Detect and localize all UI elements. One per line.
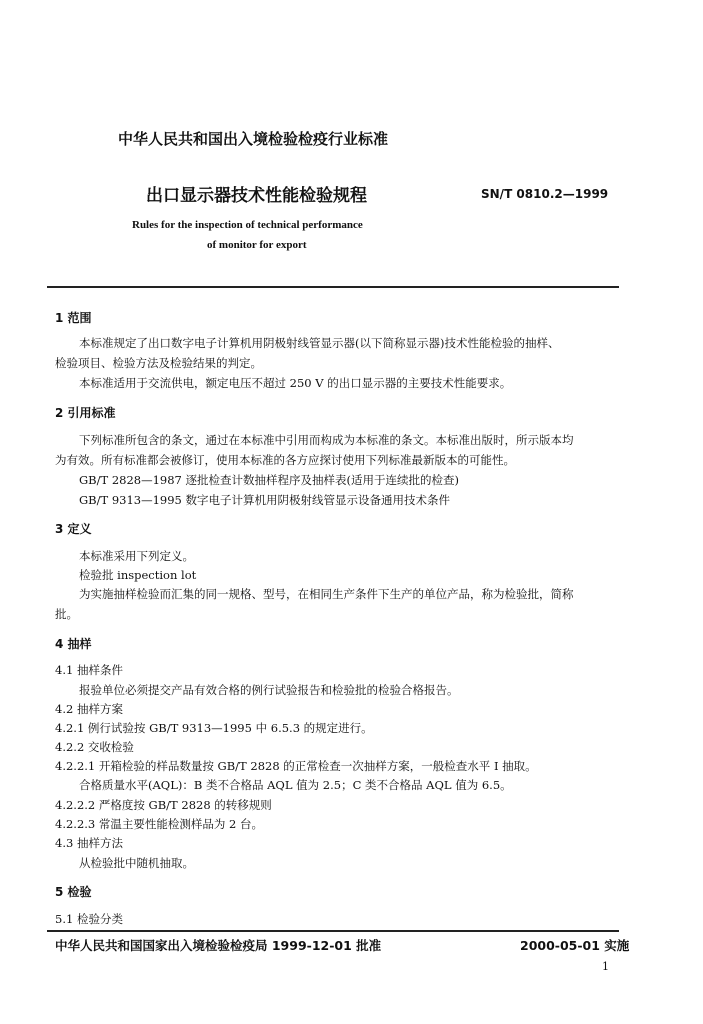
- clause-4-1: 4.1 抽样条件: [55, 663, 123, 677]
- section-1-para-2: 本标准适用于交流供电，额定电压不超过 250 V 的出口显示器的主要技术性能要求。: [79, 376, 512, 390]
- section-2-para-1b: 为有效。所有标准都会被修订，使用本标准的各方应探讨使用下列标准最新版本的可能性。: [55, 453, 515, 467]
- reference-gb9313: GB/T 9313—1995 数字电子计算机用阴极射线管显示设备通用技术条件: [79, 493, 451, 507]
- clause-4-3-text: 从检验批中随机抽取。: [79, 856, 194, 870]
- english-title-line-1: Rules for the inspection of technical performance: [132, 219, 363, 231]
- clause-4-2: 4.2 抽样方案: [55, 702, 123, 716]
- header-rule: [47, 286, 619, 288]
- section-3-para-1: 本标准采用下列定义。: [79, 549, 194, 563]
- section-3-heading: 3 定义: [55, 522, 92, 536]
- section-5-heading: 5 检验: [55, 885, 92, 899]
- clause-4-2-2-2: 4.2.2.2 严格度按 GB/T 2828 的转移规则: [55, 798, 272, 812]
- approval-note: 中华人民共和国国家出入境检验检疫局 1999-12-01 批准: [55, 938, 382, 953]
- clause-4-1-text: 报验单位必须提交产品有效合格的例行试验报告和检验批的检验合格报告。: [79, 683, 459, 697]
- reference-gb2828: GB/T 2828—1987 逐批检查计数抽样程序及抽样表(适用于连续批的检查): [79, 473, 459, 487]
- document-title: 出口显示器技术性能检验规程: [146, 186, 367, 206]
- footer-rule: [47, 930, 619, 932]
- issuing-organization: 中华人民共和国出入境检验检疫行业标准: [118, 130, 389, 148]
- section-1-heading: 1 范围: [55, 311, 92, 325]
- english-title-line-2: of monitor for export: [207, 239, 307, 251]
- clause-4-3: 4.3 抽样方法: [55, 836, 123, 850]
- clause-4-2-2: 4.2.2 交收检验: [55, 740, 134, 754]
- section-4-heading: 4 抽样: [55, 637, 92, 651]
- clause-4-2-2-3: 4.2.2.3 常温主要性能检测样品为 2 台。: [55, 817, 264, 831]
- section-1-para-1b: 检验项目、检验方法及检验结果的判定。: [55, 356, 262, 370]
- page-number: 1: [602, 960, 609, 973]
- section-2-heading: 2 引用标准: [55, 406, 116, 420]
- clause-4-2-1: 4.2.1 例行试验按 GB/T 9313—1995 中 6.5.3 的规定进行。: [55, 721, 373, 735]
- clause-4-2-2-1-text: 合格质量水平(AQL)：B 类不合格品 AQL 值为 2.5；C 类不合格品 AQL 值为 6.5。: [79, 778, 512, 792]
- term-inspection-lot: 检验批 inspection lot: [79, 568, 197, 582]
- definition-line-b: 批。: [55, 607, 78, 621]
- clause-4-2-2-1: 4.2.2.1 开箱检验的样品数量按 GB/T 2828 的正常检查一次抽样方案，一般检查水平 I 抽取。: [55, 759, 537, 773]
- standard-code: SN/T 0810.2—1999: [481, 187, 609, 201]
- definition-line-a: 为实施抽样检验而汇集的同一规格、型号，在相同生产条件下生产的单位产品，称为检验批，简称: [79, 587, 574, 601]
- effective-date: 2000-05-01 实施: [520, 938, 630, 953]
- section-1-para-1a: 本标准规定了出口数字电子计算机用阴极射线管显示器(以下简称显示器)技术性能检验的抽样、: [79, 336, 560, 350]
- section-2-para-1a: 下列标准所包含的条文，通过在本标准中引用而构成为本标准的条文。本标准出版时，所示版本均: [79, 433, 574, 447]
- clause-5-1: 5.1 检验分类: [55, 912, 123, 926]
